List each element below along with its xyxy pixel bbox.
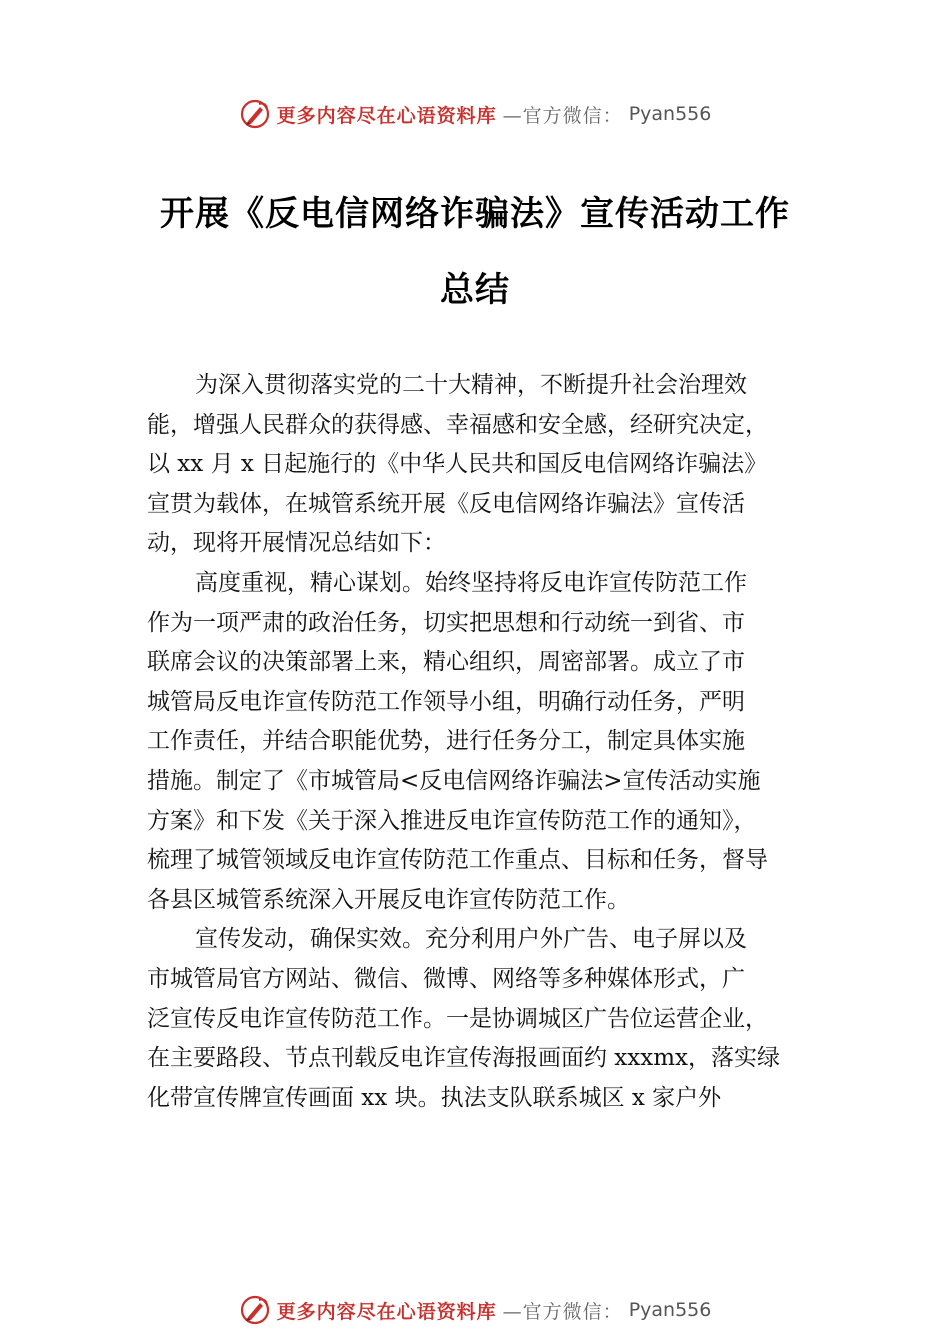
body-line: 市城管局官方网站、微信、微博、网络等多种媒体形式，广 bbox=[147, 965, 745, 992]
document-title-line2: 总结 bbox=[440, 270, 510, 310]
body-line: 为深入贯彻落实党的二十大精神，不断提升社会治理效 bbox=[195, 372, 747, 398]
pen-logo-icon bbox=[239, 1294, 271, 1326]
body-line: 各县区城管系统深入开展反电诈宣传防范工作。 bbox=[147, 886, 630, 913]
document-title-line1: 开展《反电信网络诈骗法》宣传活动工作 bbox=[160, 194, 790, 234]
pen-logo-icon bbox=[239, 98, 271, 130]
body-line: 宣贯为载体，在城管系统开展《反电信网络诈骗法》宣传活 bbox=[147, 490, 745, 517]
header-banner-separator: —官方微信： bbox=[502, 104, 623, 127]
body-line: 以 xx 月 x 日起施行的《中华人民共和国反电信网络诈骗法》 bbox=[147, 451, 768, 478]
body-line: 城管局反电诈宣传防范工作领导小组，明确行动任务，严明 bbox=[147, 688, 745, 715]
header-banner bbox=[0, 94, 950, 134]
footer-banner-separator: —官方微信： bbox=[502, 1300, 623, 1323]
body-line: 作为一项严肃的政治任务，切实把思想和行动统一到省、市 bbox=[147, 609, 745, 636]
body-line: 动，现将开展情况总结如下： bbox=[147, 530, 446, 557]
body-line: 在主要路段、节点刊载反电诈宣传海报画面约 xxxmx，落实绿 bbox=[147, 1045, 781, 1072]
body-line: 梳理了城管领域反电诈宣传防范工作重点、目标和任务，督导 bbox=[147, 847, 768, 874]
header-wechat-id: Pyan556 bbox=[628, 103, 712, 125]
footer-banner bbox=[0, 1290, 950, 1330]
footer-wechat-id: Pyan556 bbox=[628, 1299, 712, 1321]
footer-banner-text: 更多内容尽在心语资料库 bbox=[276, 1300, 497, 1323]
body-line: 工作责任，并结合职能优势，进行任务分工，制定具体实施 bbox=[147, 728, 745, 755]
document-body bbox=[147, 366, 837, 1118]
body-line: 化带宣传牌宣传画面 xx 块。执法支队联系城区 x 家户外 bbox=[147, 1084, 722, 1111]
body-line: 能，增强人民群众的获得感、幸福感和安全感，经研究决定， bbox=[147, 411, 768, 438]
body-line: 联席会议的决策部署上来，精心组织，周密部署。成立了市 bbox=[147, 649, 745, 676]
header-banner-text: 更多内容尽在心语资料库 bbox=[276, 104, 497, 127]
body-line: 方案》和下发《关于深入推进反电诈宣传防范工作的通知》， bbox=[147, 807, 757, 834]
body-line: 高度重视，精心谋划。始终坚持将反电诈宣传防范工作 bbox=[195, 569, 747, 596]
body-line: 宣传发动，确保实效。充分利用户外广告、电子屏以及 bbox=[195, 926, 747, 953]
body-line: 措施。制定了《市城管局<反电信网络诈骗法>宣传活动实施 bbox=[147, 767, 761, 794]
body-line: 泛宣传反电诈宣传防范工作。一是协调城区广告位运营企业， bbox=[147, 1005, 768, 1032]
